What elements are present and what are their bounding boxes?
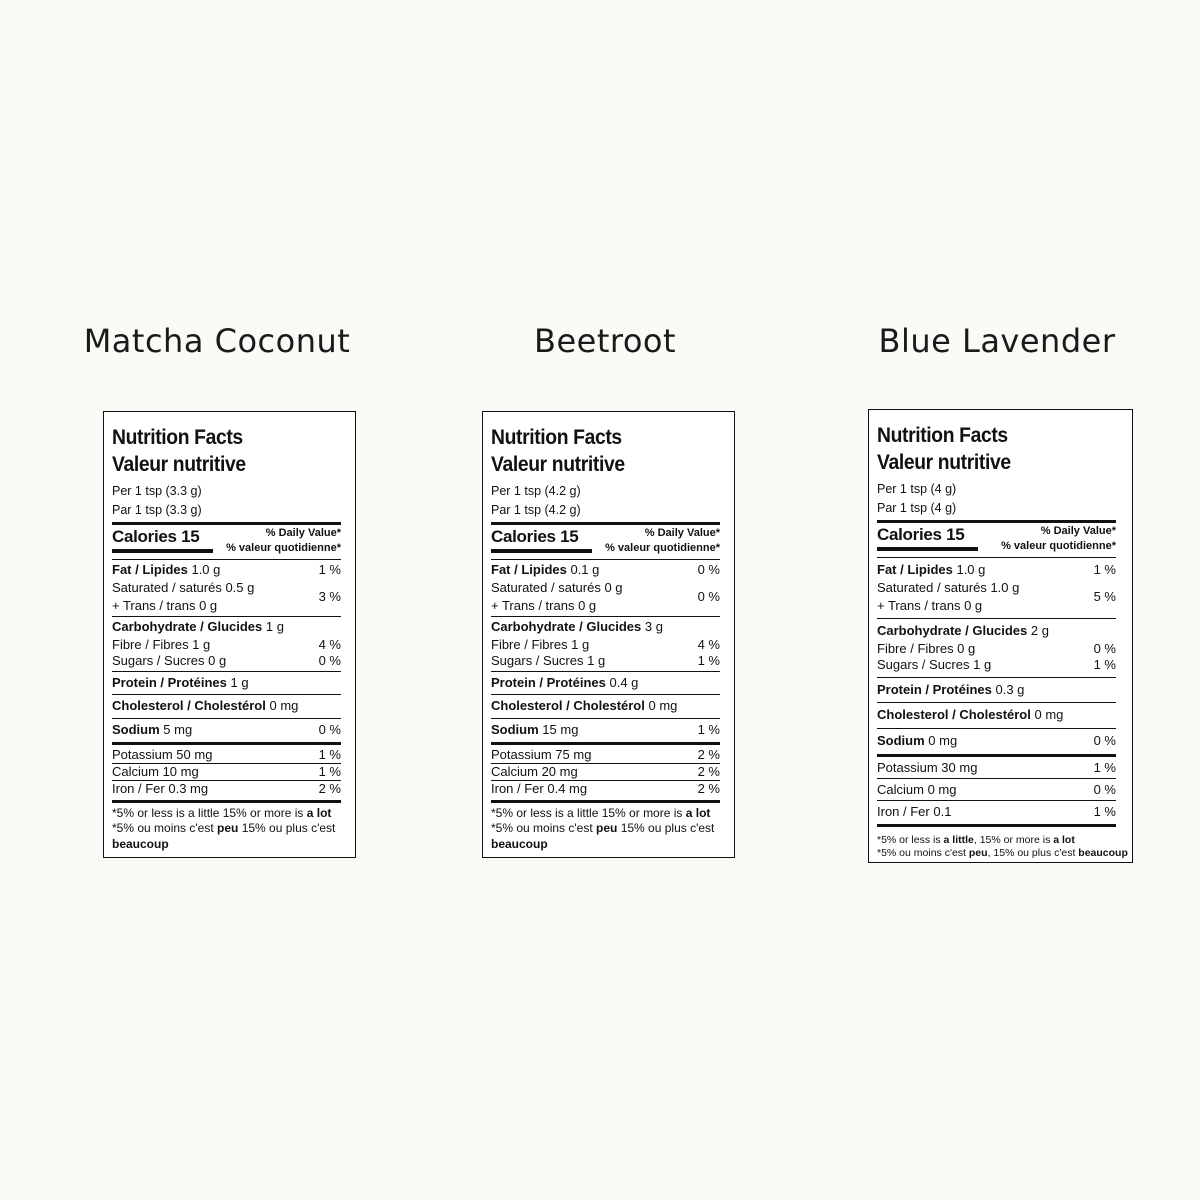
product-title-beetroot: Beetroot [533, 322, 677, 360]
saturated: Saturated / saturés 0.5 g [112, 580, 255, 596]
iron-pct: 2 % [697, 781, 720, 797]
calories: Calories 15 [491, 526, 592, 552]
carb-amount: 3 g [644, 619, 663, 635]
sodium-amount: 15 mg [542, 721, 579, 737]
iron: Iron / Fer 0.1 [877, 804, 952, 820]
product-title-lavender: Blue Lavender [878, 322, 1116, 360]
product-title-matcha: Matcha Coconut [83, 322, 351, 360]
nf-title-fr: Valeur nutritive [877, 450, 1011, 474]
sat-trans-pct: 0 % [697, 588, 720, 604]
serving-fr: Par 1 tsp (3.3 g) [112, 502, 202, 517]
sugars: Sugars / Sucres 1 g [877, 656, 992, 672]
footnote: *5% or less is a little 15% or more is a lot *5% ou moins c'est peu 15% ou plus c'est beaucoup [491, 805, 715, 851]
protein-amount: 1 g [230, 675, 249, 691]
dv-header-fr: % valeur quotidienne* [226, 542, 341, 555]
serving-fr: Par 1 tsp (4.2 g) [491, 502, 581, 517]
carb-label: Carbohydrate / Glucides [112, 619, 263, 635]
calcium: Calcium 20 mg [491, 764, 578, 780]
sugars-pct: 1 % [697, 652, 720, 668]
nutrition-label-lavender [868, 409, 1133, 863]
calories: Calories 15 [877, 524, 978, 550]
protein-label: Protein / Protéines [491, 675, 606, 691]
carb-label: Carbohydrate / Glucides [877, 623, 1028, 639]
cholesterol-label: Cholesterol / Cholestérol [112, 698, 266, 714]
footnote: *5% or less is a little, 15% or more is a lot *5% ou moins c'est peu, 15% ou plus c'est beaucoup [877, 833, 1128, 860]
sodium-amount: 0 mg [928, 732, 958, 748]
sat-trans-pct: 3 % [318, 588, 341, 604]
trans: + Trans / trans 0 g [112, 597, 218, 613]
serving-en: Per 1 tsp (4 g) [877, 481, 957, 496]
fat-amount: 0.1 g [570, 561, 600, 577]
calcium: Calcium 0 mg [877, 782, 957, 798]
saturated: Saturated / saturés 1.0 g [877, 580, 1020, 596]
potassium-pct: 1 % [1093, 759, 1116, 775]
cholesterol-amount: 0 mg [648, 698, 678, 714]
sodium-pct: 0 % [318, 721, 341, 737]
dv-header-fr: % valeur quotidienne* [1001, 540, 1116, 553]
iron-pct: 2 % [318, 781, 341, 797]
calories: Calories 15 [112, 526, 213, 552]
calcium-pct: 2 % [697, 764, 720, 780]
cholesterol-amount: 0 mg [1034, 707, 1064, 723]
nf-title-en: Nutrition Facts [877, 424, 1008, 447]
sugars-pct: 1 % [1093, 656, 1116, 672]
sodium-pct: 1 % [697, 721, 720, 737]
nf-title-en: Nutrition Facts [112, 426, 243, 449]
nf-title-en: Nutrition Facts [491, 426, 622, 449]
carb-amount: 1 g [265, 619, 284, 635]
nf-title-fr: Valeur nutritive [112, 452, 246, 476]
iron: Iron / Fer 0.4 mg [491, 781, 588, 797]
fibre: Fibre / Fibres 1 g [112, 636, 211, 652]
serving-en: Per 1 tsp (3.3 g) [112, 483, 202, 498]
protein-amount: 0.3 g [995, 682, 1025, 698]
sodium-pct: 0 % [1093, 732, 1116, 748]
nutrition-label-matcha [103, 411, 356, 858]
sugars: Sugars / Sucres 1 g [491, 652, 606, 668]
serving-en: Per 1 tsp (4.2 g) [491, 483, 581, 498]
sat-trans-pct: 5 % [1093, 588, 1116, 604]
fat-pct: 0 % [697, 561, 720, 577]
trans: + Trans / trans 0 g [491, 597, 597, 613]
saturated: Saturated / saturés 0 g [491, 580, 623, 596]
potassium-pct: 2 % [697, 746, 720, 762]
sodium-label: Sodium [491, 721, 539, 737]
potassium: Potassium 50 mg [112, 746, 213, 762]
cholesterol-amount: 0 mg [269, 698, 299, 714]
fat-label: Fat / Lipides [112, 561, 188, 577]
calcium-pct: 0 % [1093, 782, 1116, 798]
sodium-label: Sodium [112, 721, 160, 737]
cholesterol-label: Cholesterol / Cholestérol [491, 698, 645, 714]
serving-fr: Par 1 tsp (4 g) [877, 500, 957, 515]
fibre: Fibre / Fibres 1 g [491, 636, 590, 652]
protein-label: Protein / Protéines [877, 682, 992, 698]
fat-label: Fat / Lipides [877, 561, 953, 577]
sodium-amount: 5 mg [163, 721, 193, 737]
fat-amount: 1.0 g [191, 561, 221, 577]
nutrition-label-beetroot [482, 411, 735, 858]
nf-title-fr: Valeur nutritive [491, 452, 625, 476]
dv-header-en: % Daily Value* [1040, 525, 1116, 538]
dv-header-en: % Daily Value* [644, 527, 720, 540]
calcium-pct: 1 % [318, 764, 341, 780]
sugars: Sugars / Sucres 0 g [112, 652, 227, 668]
fibre: Fibre / Fibres 0 g [877, 640, 976, 656]
potassium: Potassium 75 mg [491, 746, 592, 762]
iron-pct: 1 % [1093, 804, 1116, 820]
cholesterol-label: Cholesterol / Cholestérol [877, 707, 1031, 723]
dv-header-fr: % valeur quotidienne* [605, 542, 720, 555]
fat-pct: 1 % [318, 561, 341, 577]
dv-header-en: % Daily Value* [265, 527, 341, 540]
sodium-label: Sodium [877, 732, 925, 748]
fat-label: Fat / Lipides [491, 561, 567, 577]
protein-label: Protein / Protéines [112, 675, 227, 691]
carb-amount: 2 g [1030, 623, 1049, 639]
fibre-pct: 4 % [318, 636, 341, 652]
fat-amount: 1.0 g [956, 561, 986, 577]
potassium: Potassium 30 mg [877, 759, 978, 775]
sugars-pct: 0 % [318, 652, 341, 668]
protein-amount: 0.4 g [609, 675, 639, 691]
carb-label: Carbohydrate / Glucides [491, 619, 642, 635]
footnote: *5% or less is a little 15% or more is a lot *5% ou moins c'est peu 15% ou plus c'est beaucoup [112, 805, 336, 851]
potassium-pct: 1 % [318, 746, 341, 762]
fat-pct: 1 % [1093, 561, 1116, 577]
fibre-pct: 4 % [697, 636, 720, 652]
fibre-pct: 0 % [1093, 640, 1116, 656]
calcium: Calcium 10 mg [112, 764, 199, 780]
trans: + Trans / trans 0 g [877, 597, 983, 613]
iron: Iron / Fer 0.3 mg [112, 781, 209, 797]
